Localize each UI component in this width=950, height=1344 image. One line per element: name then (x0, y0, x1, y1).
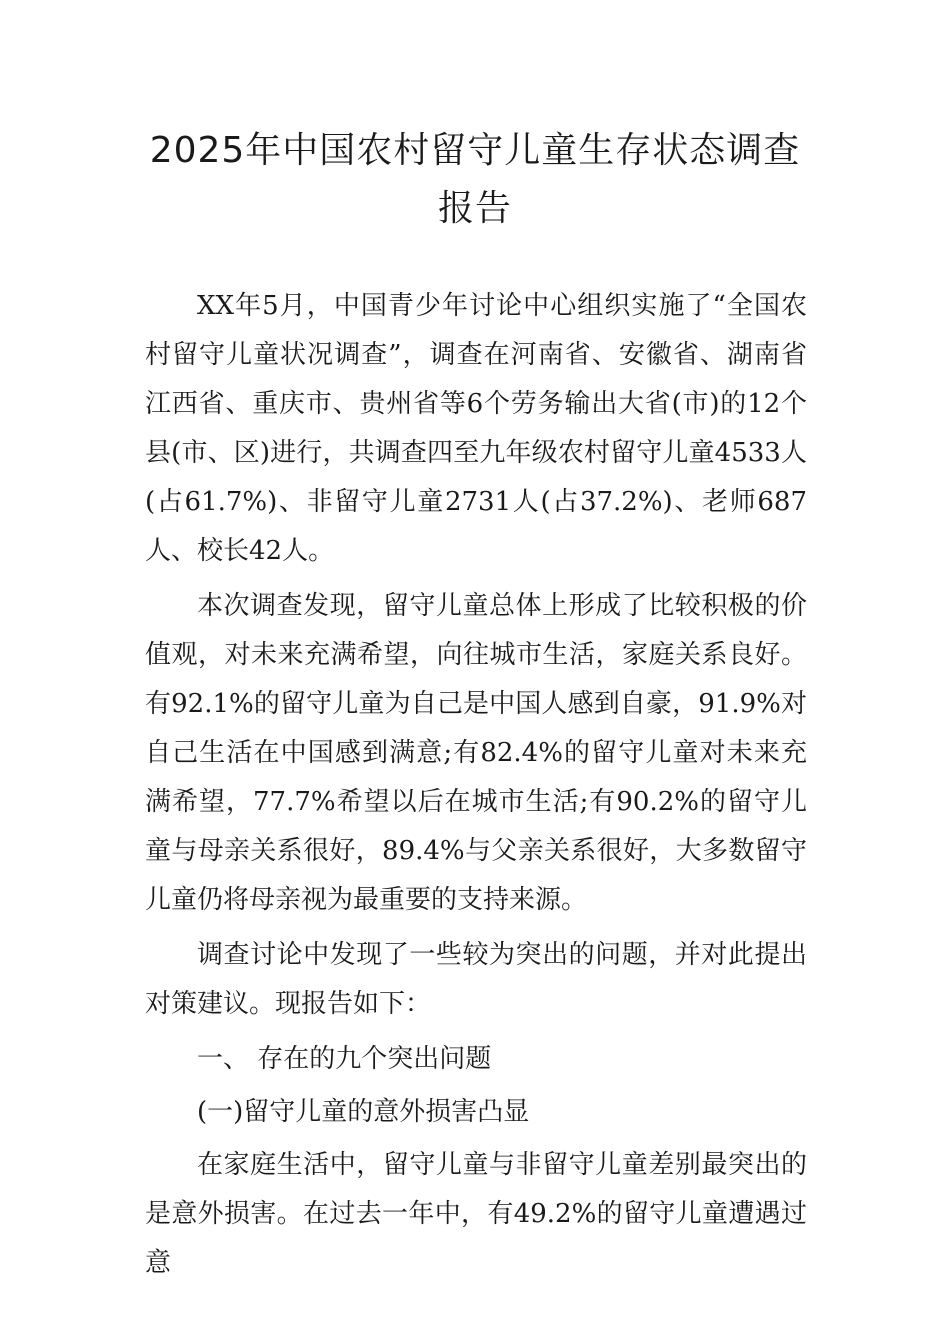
document-body (145, 282, 807, 1294)
paragraph-survey-findings: 本次调查发现，留守儿童总体上形成了比较积极的价值观，对未来充满希望，向往城市生活，家庭关系良好。有92.1%的留守儿童为自己是中国人感到自豪，91.9%对自己生活在中国感到满意;有82.4%的留守儿童对未来充满希望，77.7%希望以后在城市生活;有90.2%的留守儿童与母亲关系很好，89.4%与父亲关系很好，大多数留守儿童仍将母亲视为最重要的支持来源。 (145, 591, 807, 915)
section-heading: 一、 存在的九个突出问题 (197, 1044, 492, 1074)
paragraph-report-intro: 调查讨论中发现了一些较为突出的问题，并对此提出对策建议。现报告如下： (145, 940, 807, 1019)
document-title: 2025年中国农村留守儿童生存状态调查报告 (149, 130, 801, 229)
paragraph-accidental-injury: 在家庭生活中，留守儿童与非留守儿童差别最突出的是意外损害。在过去一年中，有49.2%的留守儿童遭遇过意 (145, 1150, 807, 1278)
subsection-heading: (一)留守儿童的意外损害凸显 (197, 1097, 530, 1127)
paragraph-survey-overview: XX年5月，中国青少年讨论中心组织实施了“全国农村留守儿童状况调查”，调查在河南省、安徽省、湖南省江西省、重庆市、贵州省等6个劳务输出大省(市)的12个县(市、区)进行，共调查四至九年级农村留守儿童4533人(占61.7%)、非留守儿童2731人(占37.2%)、老师687人、校长42人。 (145, 291, 807, 566)
